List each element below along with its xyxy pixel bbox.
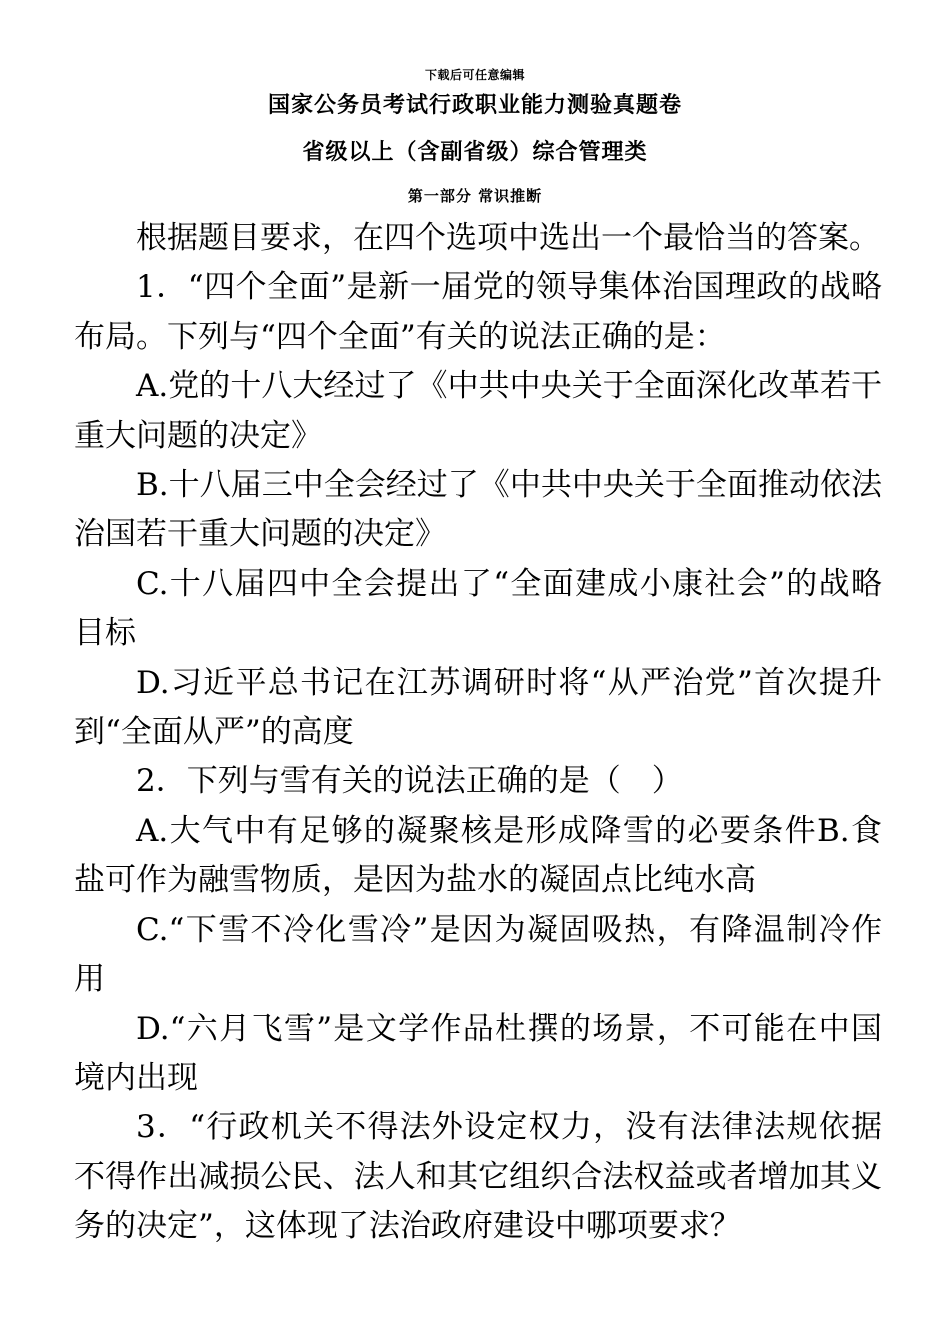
section-title: 第一部分 常识推断 — [407, 187, 543, 205]
document-body — [74, 214, 882, 1252]
question-1-option-a: A.党的十八大经过了《中共中央关于全面深化改革若干重大问题的决定》 — [74, 368, 882, 454]
question-1-option-d: D.习近平总书记在江苏调研时将“从严治党”首次提升到“全面从严”的高度 — [74, 664, 882, 751]
question-3: 3．“行政机关不得法外设定权力，没有法律法规依据不得作出减损公民、法人和其它组织合法权益或者增加其义务的决定”，这体现了法治政府建设中哪项要求？ — [74, 1109, 882, 1245]
question-2: 2．下列与雪有关的说法正确的是（ ） — [136, 763, 683, 800]
document-title: 国家公务员考试行政职业能力测验真题卷 — [267, 92, 682, 118]
question-1: 1．“四个全面”是新一届党的领导集体治国理政的战略布局。下列与“四个全面”有关的说法正确的是： — [74, 269, 882, 355]
question-2-options-a-b: A.大气中有足够的凝聚核是形成降雪的必要条件B.食盐可作为融雪物质，是因为盐水的凝固点比纯水高 — [74, 812, 882, 899]
instruction-paragraph: 根据题目要求，在四个选项中选出一个最恰当的答案。 — [136, 220, 880, 256]
page-header: 下载后可任意编辑 — [424, 68, 525, 82]
question-1-option-c: C.十八届四中全会提出了“全面建成小康社会”的战略目标 — [74, 565, 882, 652]
question-2-option-d: D.“六月飞雪”是文学作品杜撰的场景，不可能在中国境内出现 — [74, 1010, 882, 1096]
question-1-option-b: B.十八届三中全会经过了《中共中央关于全面推动依法治国若干重大问题的决定》 — [74, 467, 882, 553]
question-2-option-c: C.“下雪不冷化雪冷”是因为凝固吸热，有降温制冷作用 — [74, 911, 882, 998]
document-subtitle: 省级以上（含副省级）综合管理类 — [302, 139, 648, 165]
